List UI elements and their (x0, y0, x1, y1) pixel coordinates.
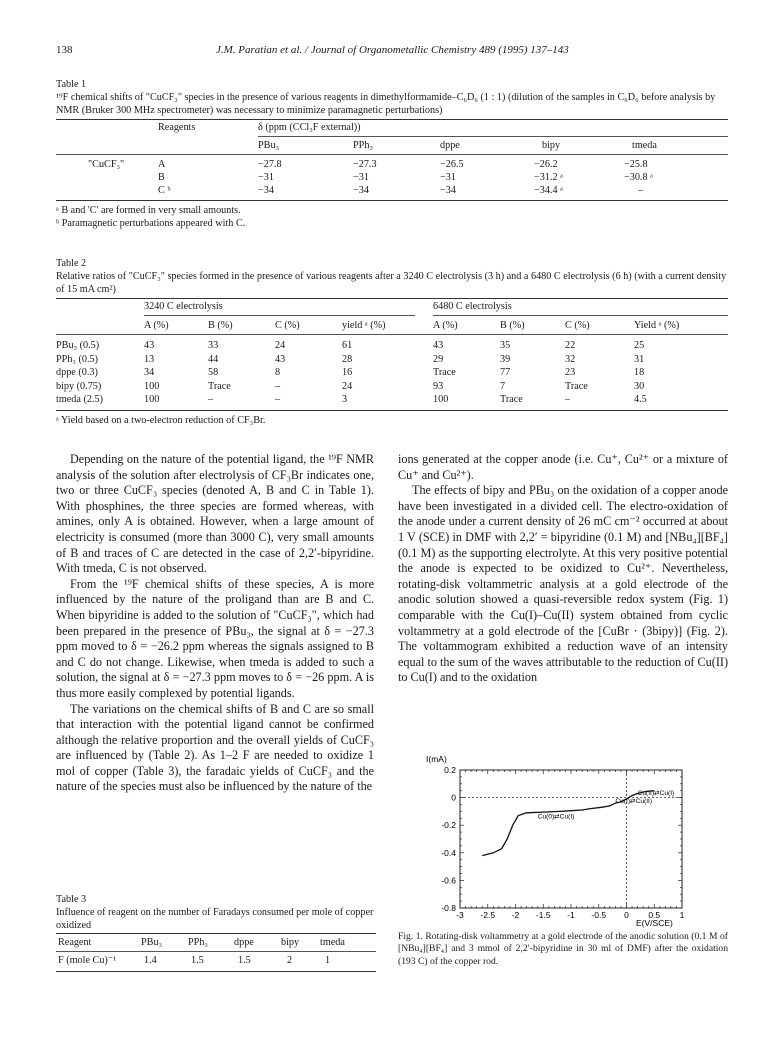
table1-col-delta: δ (ppm (CCl₃F external)) (258, 122, 361, 133)
table3-header: dppe (234, 937, 254, 948)
table2-subheader: C (%) (275, 320, 300, 331)
table2-footnote: ᵃ Yield based on a two-electron reduction of CF₃Br. (56, 415, 266, 426)
y-tick-label: -0.2 (441, 820, 456, 831)
table1-row-label: C ᵇ (158, 185, 171, 196)
table1-cell: −31 (353, 172, 369, 183)
table2-label: Table 2 (56, 258, 87, 269)
table3-cell: 2 (287, 955, 293, 966)
table2-cell: 100 (433, 394, 449, 406)
table2-subheader: B (%) (500, 320, 525, 331)
table1-ligand: tmeda (632, 140, 657, 151)
table2-cell: 43 (275, 353, 286, 365)
x-tick-label: 1 (679, 910, 685, 920)
table1-ligand: PPh₃ (353, 140, 373, 151)
table1-cell: −31 (258, 172, 274, 183)
x-tick-label: -2.5 (480, 910, 496, 920)
paragraph: The variations on the chemical shifts of B and C are so small that interaction with the potential ligand cannot be confirmed although the relative proportion and the overall yields of CuCF₃ are influenced by (Table 2). As 1–2 F are needed to oxidize 1 mol of copper (Table 3), the faradaic yields of CuCF₃ and the nature of the species must also be influenced by the nature of the (56, 701, 374, 794)
x-tick-label: 0.5 (648, 910, 661, 920)
curve-annotations (538, 790, 675, 820)
table2-cell: 30 (634, 380, 645, 392)
table3-header: tmeda (320, 937, 345, 948)
table2-cell: 3 (342, 394, 348, 406)
x-tick-label: -1.5 (535, 910, 551, 920)
table2-subheader: A (%) (433, 320, 458, 331)
table3-cell: 1.4 (144, 955, 157, 966)
table2-cell: Trace (500, 394, 523, 406)
table1-row-label: A (158, 159, 166, 170)
y-tick-label: -0.8 (441, 903, 456, 913)
table3-caption: Influence of reagent on the number of Faradays consumed per mole of copper oxidized (56, 907, 374, 931)
table2-row-label: bipy (0.75) (56, 380, 102, 392)
table1-cell: −34.4 ᵃ (534, 185, 563, 196)
table1-bottom-rule (56, 200, 728, 201)
table2-subheader: Yield ᵃ (%) (634, 320, 680, 331)
y-tick-label: -0.6 (441, 875, 456, 886)
table1-cell: – (638, 185, 644, 196)
y-tick-label: -0.4 (441, 847, 456, 858)
table1-top-rule (56, 119, 728, 120)
table2-group-rule (433, 315, 728, 316)
table2-cell: 100 (144, 380, 160, 392)
table2-group-label: 6480 C electrolysis (433, 301, 512, 312)
annotation-cu1-cu2: Cu(I)⇄Cu(II) (615, 798, 653, 806)
table2-cell: 43 (433, 340, 444, 351)
table2-cell: – (565, 394, 571, 406)
table2-row-label: PPh₃ (0.5) (56, 353, 99, 365)
table1-cell: −26.2 (534, 159, 558, 170)
voltammogram-figure (420, 752, 710, 930)
x-tick-label: -0.5 (591, 910, 607, 920)
table2-cell: 28 (342, 353, 353, 365)
table2-cell: 29 (433, 353, 444, 365)
table2-cell: 25 (634, 340, 645, 351)
table2-cell: 31 (634, 353, 645, 365)
table2-row-label: dppe (0.3) (56, 367, 98, 379)
figure-caption: Fig. 1. Rotating-disk voltammetry at a gold electrode of the anodic solution (0.1 M of [NBu₄][BF₄] and 3 mmol of 2,2′-bipyridine in 30 ml of DMF) after the oxidation (193 C) of the copper rod. (398, 931, 728, 967)
table1-cell: −31 (440, 172, 456, 183)
table2-group-rule (144, 315, 415, 316)
table3-label: Table 3 (56, 894, 87, 905)
table1-cell: −30.8 ᵃ (624, 172, 653, 183)
paragraph: The effects of bipy and PBu₃ on the oxidation of a copper anode have been investigated in a divided cell. The electro-oxidation of the anode under a current density of 26 mC cm⁻² occurred at about 1 V (SCE) in DMF with 2,2′ = bipyridine (0.1 M) and [NBu₄][BF₄] (0.1 M) as the supporting electrolyte. At this very positive potential the anode is expected to be oxidized to Cu²⁺. Nevertheless, rotating-disk voltammetric analysis at a gold electrode of the anodic solution showed a quasi-reversible redox system (Fig. 1) comparable with the Cu(I)–Cu(II) system obtained from cyclic voltammetry at a gold electrode of the [CuBr · (3bipy)] (Fig. 2). The voltammogram exhibited a reduction wave of an intensity equal to the sum of the waves attributable to the reduction of Cu(II) to Cu(I) and to the oxidation (398, 483, 728, 685)
table2-cell: – (275, 394, 281, 406)
page-number: 138 (56, 44, 73, 56)
paragraph: From the ¹⁹F chemical shifts of these species, A is more influenced by the nature of the proligand than are B and C. When bipyridine is added to the solution of "CuCF₃", which had been prepared in the presence of PBu₃, the signal at δ = −27.3 ppm moved to δ = −26.2 ppm whereas the signals assigned to B and C do not change. Likewise, when tmeda is added to such a solution, the signal at δ = −27.3 ppm moves to δ = −26 ppm. A is thus more easily complexed by potential ligands. (56, 576, 374, 700)
table2-cell: 4.5 (634, 394, 647, 406)
table1-ligand: dppe (440, 140, 460, 151)
table2-row-label: tmeda (2.5) (56, 394, 103, 406)
table1-cell: −27.8 (258, 159, 282, 170)
table2-cell: 34 (144, 367, 155, 379)
y-tick-labels (441, 765, 456, 913)
table2-cell: 16 (342, 367, 353, 379)
table2-row-label: PBu₃ (0.5) (56, 340, 100, 351)
table3-header: PBu₃ (141, 937, 163, 948)
table2-cell: 18 (634, 367, 645, 379)
table2-caption: Relative ratios of "CuCF₃" species formed in the presence of various reagents after a 3240 C electrolysis (3 h) and a 6480 C electrolysis (6 h) (with a current density of 15 mA cm²) (56, 271, 727, 295)
table2-cell: 22 (565, 340, 576, 351)
annotation-cu0-cu1: Cu(0)⇄Cu(I) (537, 813, 575, 821)
table2-cell: 32 (565, 353, 576, 365)
right-column (398, 452, 728, 686)
table1-caption: ¹⁹F chemical shifts of "CuCF₃" species in the presence of various reagents in dimethylformamide–C₆D₆ (1 : 1) (dilution of the samples in C₆D₆ before analysis by NMR (Bruker 300 MHz spectrometer) was necessary to minimize paramagnetic perturbations) (56, 92, 716, 116)
table2-cell: 8 (275, 367, 281, 379)
table1-cell: −34 (353, 185, 369, 196)
table2-cell: 23 (565, 367, 576, 379)
table3-top-rule (56, 933, 376, 934)
table3-bottom-rule (56, 971, 376, 972)
table2-cell: Trace (208, 380, 231, 392)
table2-cell: 77 (500, 367, 511, 379)
x-tick-label: -3 (456, 910, 464, 920)
table1-ligand: bipy (542, 140, 561, 151)
x-tick-label: -1 (567, 910, 575, 920)
table2-top-rule (56, 298, 728, 299)
table2-cell: 35 (500, 340, 511, 351)
table1-cell: −26.5 (440, 159, 464, 170)
table1-row-group: "CuCF₃" (88, 159, 125, 170)
table2-cell: 43 (144, 340, 155, 351)
table2-cell: 7 (500, 380, 506, 392)
table1-sub-rule (258, 136, 728, 137)
table2-cell: 100 (144, 394, 160, 406)
table2-subheader: C (%) (565, 320, 590, 331)
table3-cell: 1 (325, 955, 331, 966)
table2-cell: 93 (433, 380, 444, 392)
table1-label: Table 1 (56, 79, 87, 90)
table2-head-rule (56, 334, 728, 335)
x-axis-label: E(V/SCE) (636, 918, 673, 928)
x-tick-label: -2 (511, 910, 520, 920)
table3-header: PPh₃ (188, 937, 208, 948)
table2-cell: 61 (342, 340, 353, 351)
table1-col-reagents: Reagents (158, 122, 196, 133)
table1-cell: −25.8 (624, 159, 648, 170)
table2-cell: 39 (500, 353, 511, 365)
table2-bottom-rule (56, 410, 728, 411)
paragraph: Depending on the nature of the potential ligand, the ¹⁹F NMR analysis of the solution after electrolysis of CF₃Br indicates one, two or three CuCF₃ species (denoted A, B and C in Table 1). With phosphines, the three species are formed whereas, with amines, only A is obtained. However, when a large amount of electricity is consumed (more than 3000 C), very small amounts of B and traces of C are detected in the case of 2,2′-bipyridine. With tmeda, C is not observed. (56, 452, 374, 576)
table2-cell: – (275, 380, 281, 392)
table2-cell: Trace (565, 380, 588, 392)
table2-cell: 24 (342, 380, 353, 392)
table1-row-label: B (158, 172, 165, 183)
table1-head-rule (56, 154, 728, 155)
running-title: J.M. Paratian et al. / Journal of Organometallic Chemistry 489 (1995) 137–143 (216, 44, 569, 56)
table2-cell: 33 (208, 340, 219, 351)
annotation-cu2-cu1: Cu(II)⇄Cu(I) (637, 789, 675, 797)
table3-header: Reagent (58, 937, 92, 948)
table3-cell: 1.5 (238, 955, 251, 966)
table1-cell: −34 (440, 185, 456, 196)
table1-footnote: ᵇ Paramagnetic perturbations appeared with C. (56, 218, 246, 229)
paragraph: ions generated at the copper anode (i.e. Cu⁺, Cu²⁺ or a mixture of Cu⁺ and Cu²⁺). (398, 452, 728, 482)
y-tick-label: 0.2 (444, 765, 456, 775)
table2-cell: – (208, 394, 214, 406)
x-tick-label: 0 (624, 910, 629, 920)
x-tick-labels (456, 910, 684, 920)
table3-cell: 1.5 (191, 955, 204, 966)
table1-cell: −27.3 (353, 159, 377, 170)
table1-cell: −31.2 ᵃ (534, 172, 563, 183)
table1-ligand: PBu₃ (258, 140, 280, 151)
table2-cell: 13 (144, 353, 155, 365)
table1-cell: −34 (258, 185, 274, 196)
table3-head-rule (56, 951, 376, 952)
table2-cell: Trace (433, 367, 456, 379)
table2-group-label: 3240 C electrolysis (144, 301, 223, 312)
table2-cell: 58 (208, 367, 219, 379)
y-axis-label: I(mA) (426, 754, 447, 764)
table1-footnote: ᵃ B and 'C' are formed in very small amounts. (56, 205, 241, 216)
left-column (56, 452, 374, 795)
table3-row-label: F (mole Cu)⁻¹ (58, 955, 117, 966)
table2-subheader: A (%) (144, 320, 169, 331)
y-tick-label: 0 (451, 792, 456, 803)
table2-subheader: B (%) (208, 320, 233, 331)
table3-header: bipy (281, 937, 300, 948)
table2-subheader: yield ᵃ (%) (342, 320, 386, 331)
table2-cell: 24 (275, 340, 286, 351)
table2-cell: 44 (208, 353, 219, 365)
